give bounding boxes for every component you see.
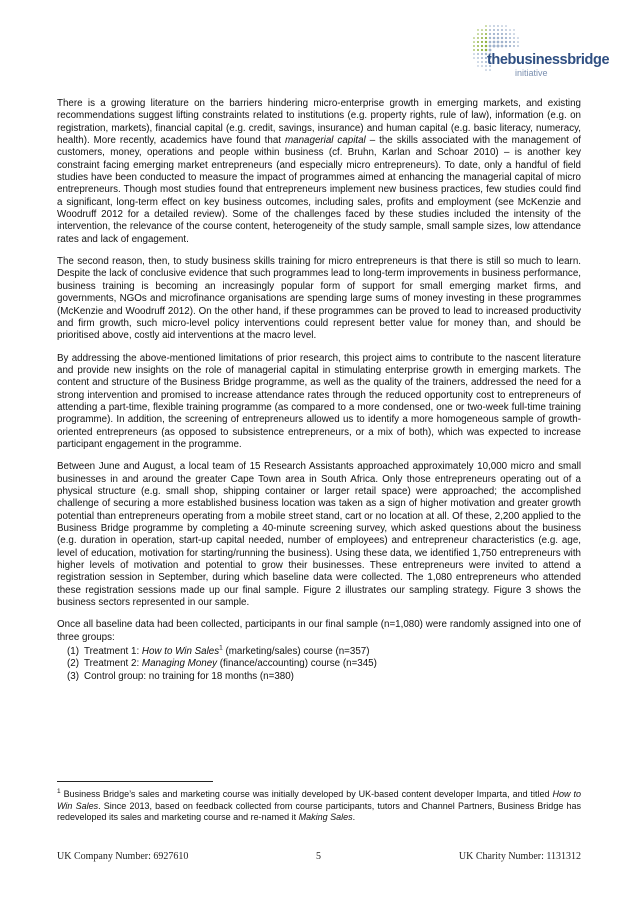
logo-dot [477, 37, 479, 39]
charity-number: UK Charity Number: 1131312 [458, 851, 581, 862]
logo-dot [513, 29, 514, 30]
logo-dot [497, 25, 499, 27]
logo-dot [517, 41, 519, 43]
logo-dot [489, 25, 491, 27]
logo-dot [497, 41, 500, 44]
logo-dot [477, 57, 479, 59]
logo-dot [505, 33, 507, 35]
logo-dot [489, 29, 491, 31]
logo-dot [501, 41, 504, 44]
logo-wordmark: thebusinessbridge [487, 52, 610, 68]
logo-dot [489, 45, 492, 48]
logo-dot [485, 37, 487, 39]
logo-dot [505, 41, 507, 43]
logo-dot [473, 49, 475, 51]
page-number: 5 [316, 851, 321, 862]
logo-dot [485, 41, 487, 43]
logo-dot [477, 65, 478, 66]
paragraph-2: The second reason, then, to study business skills training for micro entrepreneurs is that there is still so much to learn. Despite the lack of conclusive evidence that such programmes lead to long-term improvements in business performance, business training is becoming an increasingly popular form of support for small emerging market firms, and governments, NGOs and microfinance organisations are spending large sums of money investing in these programmes (McKenzie and Woodruff 2012). On the other hand, if these programmes can be proved to lead to increased productivity and firm growth, such micro-level policy interventions could represent better value for money than, and should be prioritised above, costly aid interventions at the macro level. [57, 256, 581, 342]
logo-dot [493, 37, 496, 40]
logo-dot [481, 53, 483, 55]
business-bridge-logo [452, 18, 610, 84]
logo-dot [513, 37, 515, 39]
logo-dot [505, 45, 508, 48]
paragraph-4: Between June and August, a local team of 15 Research Assistants approached approximately 10,000 micro and small businesses in and around the greater Cape Town area in South Africa. Only those entrepreneurs operating out of a physical structure (e.g. small shop, shipping container or larger retail space) were approached; the accomplished challenge of securing a more established business location was taken as a sign of higher motivation and greater growth potential than entrepreneurs operating from a mobile street stand, cart or no location at all. Of these, 2,200 applied to the Business Bridge programme by completing a 40-minute screening survey, which asked questions about the business (e.g. duration in operation, start-up capital needed, number of employees) and entrepreneur characteristics (e.g. age, level of education, motivation for starting/running the business). Using these data, we identified 1,750 entrepreneurs with higher levels of motivation and potential to grow their businesses. These entrepreneurs were invited to attend a registration session in September, during which baseline data were collected. The 1,080 entrepreneurs who attended these registration sessions made up our final sample. Figure 2 illustrates our sampling strategy. Figure 3 shows the business sectors represented in our sample. [57, 461, 581, 609]
logo-dot [481, 61, 483, 63]
logo-dot [481, 29, 483, 31]
list-item: (1) Treatment 1: How to Win Sales$^1$ (marketing/sales) course (n=357) [67, 644, 370, 658]
logo-dot [489, 69, 491, 71]
logo-dot [509, 37, 511, 39]
paragraph-1: There is a growing literature on the barriers hindering micro-enterprise growth in emerging markets, and existing recommendations suggest lifting constraints related to institutions (e.g. property rights, rule of law), information (e.g. on registration, markets), financial capital (e.g. credit, savings, insurance) and human capital (e.g. basic literacy, numeracy, health). More recently, academics have found that managerial capital – the skills associated with the management of customers, money, operations and people within business (cf. Bruhn, Karlan and Schoar 2010) – is another key constraint facing emerging market entrepreneurs (and especially micro entrepreneurs). To date, only a handful of field studies have been conducted to measure the impact of programmes aimed at enhancing the managerial capital of micro entrepreneurs. Though most studies found that entrepreneurs implement new business practices, few studies could find a significant, long-term effect on key business outcomes, including sales, profits and employment (see McKenzie and Woodruff 2012 for a detailed review). Some of the challenges faced by these studies included the intensity of the intervention, the relevance of the course content, heterogeneity of the study sample, small sample sizes, low attendance rates and lack of engagement. [57, 98, 581, 245]
logo-dot [489, 41, 492, 44]
logo-dot [485, 45, 488, 48]
logo-dot [509, 45, 511, 47]
logo-dot [481, 33, 483, 35]
logo-dot [493, 45, 496, 48]
logo-tagline: initiative [515, 68, 548, 78]
logo-dot [485, 25, 487, 27]
footnote-ref: 1 [219, 644, 223, 652]
footnote: $^1$ Business Bridge’s sales and marketing course was initially developed by UK-based content developer Imparta, and titled How to Win Sales. Since 2013, based on feedback collected from course participants, tutors and Channel Partners, Business Bridge has redeveloped its sales and marketing course and re-named it Making Sales. [57, 788, 582, 822]
logo-dot [481, 37, 483, 39]
logo-dot [477, 49, 479, 51]
logo-dot [477, 53, 479, 55]
logo-dot [493, 29, 495, 31]
logo-dot [477, 61, 479, 63]
logo-dot [489, 37, 491, 39]
logo-dot [477, 33, 479, 35]
body-text [57, 98, 581, 683]
logo-dot [517, 45, 519, 47]
logo-dot [473, 57, 475, 59]
logo-dot [505, 37, 507, 39]
logo-dot [473, 37, 475, 39]
logo-dot [509, 29, 511, 31]
list-item: (2) Treatment 2: Managing Money (finance/accounting) course (n=345) [67, 658, 377, 670]
logo-dot [477, 41, 479, 43]
paragraph-5: Once all baseline data had been collected, participants in our final sample (n=1,080) were randomly assigned into one of three groups: [57, 619, 581, 643]
logo-dot [481, 57, 483, 59]
logo-dot [477, 29, 478, 30]
logo-dot [473, 45, 475, 47]
footnote-mark: 1 [57, 788, 61, 795]
logo-dot [489, 49, 492, 52]
logo-dot [477, 45, 479, 47]
logo-dot [485, 49, 488, 52]
logo-dot [485, 29, 487, 31]
logo-dot [497, 33, 499, 35]
logo-dot [501, 29, 503, 31]
logo-dot [473, 53, 475, 55]
logo-dot [501, 37, 503, 39]
logo-dot [505, 25, 507, 27]
footnote-divider [57, 781, 213, 782]
list-item: (3) Control group: no training for 18 months (n=380) [67, 670, 294, 682]
paragraph-3: By addressing the above-mentioned limitations of prior research, this project aims to contribute to the nascent literature and provide new insights on the role of managerial capital in stimulating enterprise growth in emerging markets. The content and structure of the Business Bridge programme, as well as the quality of the trainers, addressed the need for a strong intervention and promised to increase attendance rates through the reduced opportunity cost to entrepreneurs of attending a part-time, flexible training programme (as compared to a more condensed, one or two-week full-time training programme). In addition, the screening of entrepreneurs allowed us to identify a more homogeneous sample of growth-oriented entrepreneurs (as opposed to subsistence entrepreneurs, or a mix of both), which was expected to increase participant engagement in the programme. [57, 352, 581, 450]
logo-dot [497, 37, 500, 40]
logo-dot [501, 33, 503, 35]
logo-dot [501, 25, 503, 27]
logo-dot [481, 65, 483, 67]
logo-dot [517, 37, 519, 39]
logo-dot [489, 33, 491, 35]
company-number: UK Company Number: 6927610 [57, 851, 189, 862]
logo-dot [473, 41, 475, 43]
logo-dot [497, 29, 499, 31]
logo-dot [481, 41, 483, 43]
logo-dot [513, 33, 515, 35]
logo-dot [497, 45, 500, 48]
logo-dot [513, 45, 515, 47]
group-list [67, 646, 581, 683]
logo-dot [493, 25, 495, 27]
logo-dot [485, 33, 487, 35]
logo-dot [501, 45, 504, 48]
logo-dot [505, 29, 507, 31]
logo-dot [485, 69, 487, 71]
logo-dot [513, 41, 515, 43]
logo-dot [509, 33, 511, 35]
logo-dot [481, 45, 483, 47]
logo-dot [493, 33, 495, 35]
logo-dot [509, 41, 511, 43]
logo-dot [493, 41, 496, 44]
page-footer [57, 851, 581, 865]
logo-dot [481, 49, 483, 51]
